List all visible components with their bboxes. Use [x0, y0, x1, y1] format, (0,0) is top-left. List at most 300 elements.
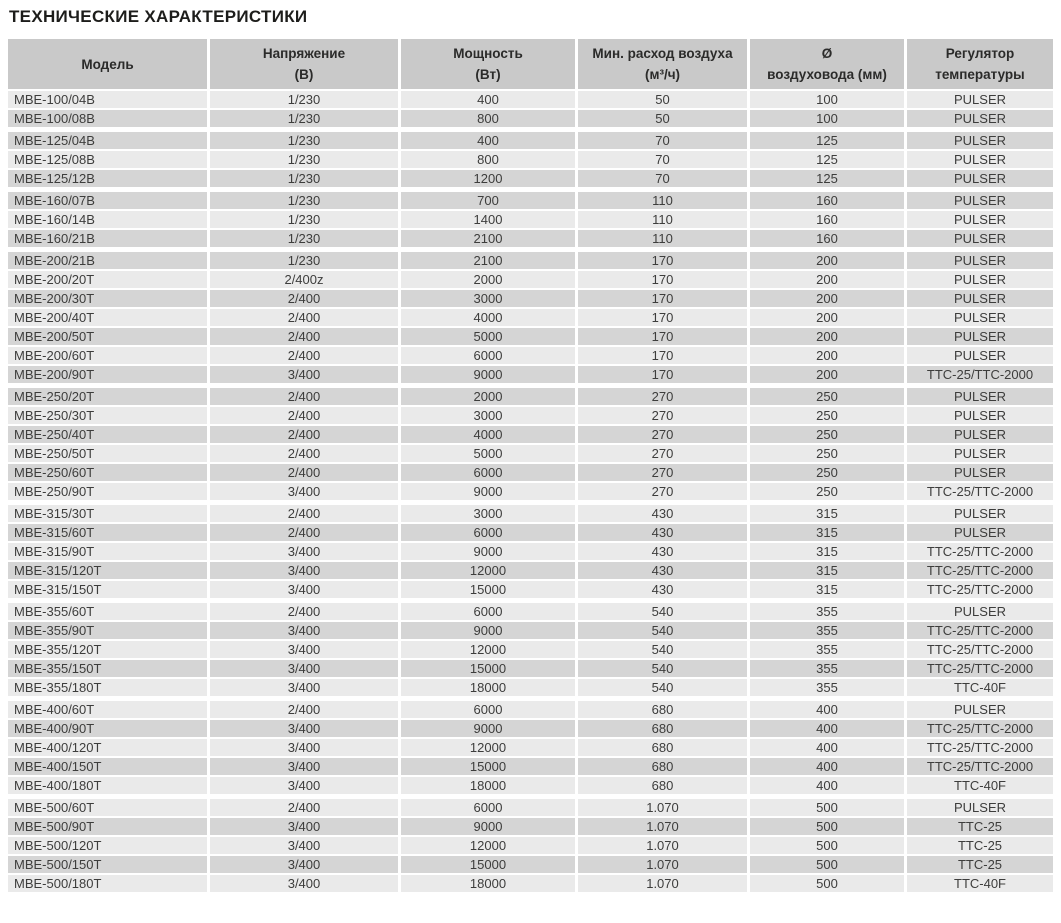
cell-voltage: 1/230 — [210, 192, 398, 209]
table-row — [8, 309, 1053, 326]
cell-power: 12000 — [401, 739, 575, 756]
cell-voltage: 1/230 — [210, 91, 398, 108]
cell-power: 6000 — [401, 524, 575, 541]
cell-diameter: 500 — [750, 818, 904, 835]
cell-diameter: 250 — [750, 426, 904, 443]
cell-airflow: 170 — [578, 347, 747, 364]
cell-model: MBE-400/90T — [8, 720, 207, 737]
cell-voltage: 2/400 — [210, 407, 398, 424]
table-row — [8, 837, 1053, 854]
cell-diameter: 315 — [750, 505, 904, 522]
cell-voltage: 2/400 — [210, 388, 398, 405]
cell-voltage: 1/230 — [210, 151, 398, 168]
cell-airflow: 70 — [578, 151, 747, 168]
cell-airflow: 1.070 — [578, 875, 747, 892]
table-row — [8, 170, 1053, 187]
cell-diameter: 250 — [750, 388, 904, 405]
cell-voltage: 3/400 — [210, 856, 398, 873]
table-row — [8, 660, 1053, 677]
cell-model: MBE-315/90T — [8, 543, 207, 560]
series-group-mbe-160 — [8, 192, 1053, 247]
cell-voltage: 2/400 — [210, 701, 398, 718]
cell-regulator: TTC-25/TTC-2000 — [907, 622, 1053, 639]
table-row — [8, 739, 1053, 756]
table-row — [8, 110, 1053, 127]
cell-model: MBE-160/21B — [8, 230, 207, 247]
cell-power: 9000 — [401, 622, 575, 639]
cell-regulator: PULSER — [907, 192, 1053, 209]
cell-model: MBE-400/60T — [8, 701, 207, 718]
cell-diameter: 200 — [750, 309, 904, 326]
cell-model: MBE-400/180T — [8, 777, 207, 794]
cell-model: MBE-500/180T — [8, 875, 207, 892]
cell-voltage: 3/400 — [210, 739, 398, 756]
cell-model: MBE-200/21B — [8, 252, 207, 269]
cell-diameter: 125 — [750, 132, 904, 149]
cell-voltage: 3/400 — [210, 875, 398, 892]
cell-airflow: 270 — [578, 483, 747, 500]
cell-airflow: 540 — [578, 603, 747, 620]
cell-regulator: TTC-25/TTC-2000 — [907, 581, 1053, 598]
cell-regulator: TTC-25/TTC-2000 — [907, 641, 1053, 658]
cell-regulator: TTC-40F — [907, 777, 1053, 794]
cell-voltage: 2/400 — [210, 309, 398, 326]
series-group-mbe-100 — [8, 91, 1053, 127]
cell-diameter: 400 — [750, 720, 904, 737]
cell-diameter: 200 — [750, 271, 904, 288]
cell-airflow: 1.070 — [578, 818, 747, 835]
cell-power: 800 — [401, 151, 575, 168]
cell-regulator: PULSER — [907, 505, 1053, 522]
cell-regulator: PULSER — [907, 151, 1053, 168]
cell-model: MBE-200/30T — [8, 290, 207, 307]
cell-power: 400 — [401, 132, 575, 149]
cell-airflow: 430 — [578, 543, 747, 560]
cell-diameter: 355 — [750, 641, 904, 658]
table-row — [8, 581, 1053, 598]
cell-regulator: TTC-25/TTC-2000 — [907, 483, 1053, 500]
cell-regulator: TTC-40F — [907, 875, 1053, 892]
cell-diameter: 250 — [750, 445, 904, 462]
cell-model: MBE-160/07B — [8, 192, 207, 209]
cell-regulator: PULSER — [907, 132, 1053, 149]
cell-voltage: 2/400 — [210, 426, 398, 443]
table-row — [8, 524, 1053, 541]
table-row — [8, 777, 1053, 794]
cell-regulator: PULSER — [907, 347, 1053, 364]
cell-diameter: 315 — [750, 581, 904, 598]
cell-voltage: 2/400 — [210, 290, 398, 307]
cell-diameter: 400 — [750, 777, 904, 794]
cell-power: 18000 — [401, 777, 575, 794]
cell-model: MBE-200/60T — [8, 347, 207, 364]
cell-power: 1400 — [401, 211, 575, 228]
cell-power: 700 — [401, 192, 575, 209]
cell-diameter: 400 — [750, 701, 904, 718]
cell-model: MBE-250/30T — [8, 407, 207, 424]
cell-regulator: TTC-25/TTC-2000 — [907, 739, 1053, 756]
cell-model: MBE-315/120T — [8, 562, 207, 579]
table-row — [8, 483, 1053, 500]
cell-diameter: 315 — [750, 524, 904, 541]
column-header-voltage — [210, 39, 398, 89]
cell-voltage: 3/400 — [210, 543, 398, 560]
cell-power: 4000 — [401, 426, 575, 443]
cell-voltage: 3/400 — [210, 581, 398, 598]
cell-model: MBE-400/120T — [8, 739, 207, 756]
cell-model: MBE-250/20T — [8, 388, 207, 405]
cell-diameter: 125 — [750, 151, 904, 168]
table-row — [8, 758, 1053, 775]
table-row — [8, 132, 1053, 149]
cell-model: MBE-100/08B — [8, 110, 207, 127]
cell-regulator: PULSER — [907, 407, 1053, 424]
cell-voltage: 2/400 — [210, 464, 398, 481]
column-header-line: Мощность — [453, 46, 523, 61]
cell-airflow: 170 — [578, 271, 747, 288]
cell-airflow: 540 — [578, 660, 747, 677]
cell-power: 400 — [401, 91, 575, 108]
cell-model: MBE-125/12B — [8, 170, 207, 187]
cell-diameter: 355 — [750, 679, 904, 696]
cell-power: 18000 — [401, 679, 575, 696]
cell-power: 5000 — [401, 328, 575, 345]
cell-diameter: 355 — [750, 622, 904, 639]
cell-airflow: 430 — [578, 505, 747, 522]
cell-model: MBE-500/150T — [8, 856, 207, 873]
cell-power: 3000 — [401, 407, 575, 424]
table-row — [8, 856, 1053, 873]
cell-voltage: 3/400 — [210, 562, 398, 579]
cell-model: MBE-500/60T — [8, 799, 207, 816]
cell-voltage: 3/400 — [210, 679, 398, 696]
cell-model: MBE-355/90T — [8, 622, 207, 639]
cell-power: 6000 — [401, 603, 575, 620]
table-row — [8, 271, 1053, 288]
cell-airflow: 170 — [578, 328, 747, 345]
cell-power: 6000 — [401, 347, 575, 364]
cell-airflow: 680 — [578, 739, 747, 756]
cell-airflow: 270 — [578, 426, 747, 443]
cell-diameter: 250 — [750, 407, 904, 424]
cell-power: 12000 — [401, 837, 575, 854]
cell-airflow: 110 — [578, 192, 747, 209]
column-header-model — [8, 39, 207, 89]
table-row — [8, 505, 1053, 522]
cell-voltage: 3/400 — [210, 660, 398, 677]
series-group-mbe-125 — [8, 132, 1053, 187]
cell-power: 2000 — [401, 388, 575, 405]
cell-model: MBE-355/150T — [8, 660, 207, 677]
cell-diameter: 500 — [750, 837, 904, 854]
cell-power: 3000 — [401, 505, 575, 522]
cell-model: MBE-200/50T — [8, 328, 207, 345]
cell-airflow: 50 — [578, 91, 747, 108]
cell-regulator: PULSER — [907, 309, 1053, 326]
cell-diameter: 500 — [750, 799, 904, 816]
table-row — [8, 91, 1053, 108]
cell-regulator: TTC-25/TTC-2000 — [907, 366, 1053, 383]
cell-regulator: PULSER — [907, 799, 1053, 816]
cell-airflow: 270 — [578, 464, 747, 481]
cell-diameter: 315 — [750, 543, 904, 560]
cell-airflow: 680 — [578, 777, 747, 794]
column-header-line: Модель — [81, 56, 134, 72]
cell-airflow: 680 — [578, 701, 747, 718]
table-row — [8, 426, 1053, 443]
cell-diameter: 355 — [750, 660, 904, 677]
cell-diameter: 200 — [750, 328, 904, 345]
cell-voltage: 3/400 — [210, 758, 398, 775]
table-row — [8, 701, 1053, 718]
cell-airflow: 50 — [578, 110, 747, 127]
cell-voltage: 1/230 — [210, 132, 398, 149]
table-header-row — [8, 39, 1053, 89]
table-row — [8, 818, 1053, 835]
cell-diameter: 355 — [750, 603, 904, 620]
cell-regulator: TTC-25/TTC-2000 — [907, 720, 1053, 737]
cell-regulator: PULSER — [907, 230, 1053, 247]
cell-power: 12000 — [401, 641, 575, 658]
cell-airflow: 70 — [578, 170, 747, 187]
cell-model: MBE-160/14B — [8, 211, 207, 228]
table-row — [8, 388, 1053, 405]
cell-power: 2100 — [401, 230, 575, 247]
column-header-line: (м³/ч) — [644, 67, 681, 82]
table-row — [8, 799, 1053, 816]
cell-airflow: 110 — [578, 211, 747, 228]
table-row — [8, 875, 1053, 892]
cell-model: MBE-200/90T — [8, 366, 207, 383]
cell-diameter: 160 — [750, 211, 904, 228]
cell-power: 18000 — [401, 875, 575, 892]
cell-voltage: 3/400 — [210, 818, 398, 835]
series-group-mbe-500 — [8, 799, 1053, 892]
cell-model: MBE-250/40T — [8, 426, 207, 443]
table-row — [8, 407, 1053, 424]
cell-model: MBE-315/60T — [8, 524, 207, 541]
column-header-airflow — [578, 39, 747, 89]
cell-diameter: 200 — [750, 366, 904, 383]
cell-power: 4000 — [401, 309, 575, 326]
column-header-line: Мин. расход воздуха — [592, 46, 733, 61]
cell-voltage: 2/400 — [210, 603, 398, 620]
series-group-mbe-400 — [8, 701, 1053, 794]
cell-regulator: PULSER — [907, 701, 1053, 718]
table-row — [8, 151, 1053, 168]
column-header-line: воздуховода (мм) — [767, 67, 887, 82]
cell-voltage: 2/400 — [210, 799, 398, 816]
table-row — [8, 211, 1053, 228]
column-header-line: Напряжение — [262, 46, 346, 61]
cell-power: 6000 — [401, 701, 575, 718]
cell-voltage: 3/400 — [210, 622, 398, 639]
cell-power: 3000 — [401, 290, 575, 307]
cell-airflow: 170 — [578, 309, 747, 326]
cell-regulator: PULSER — [907, 91, 1053, 108]
cell-voltage: 3/400 — [210, 641, 398, 658]
cell-diameter: 160 — [750, 192, 904, 209]
cell-regulator: PULSER — [907, 426, 1053, 443]
cell-diameter: 500 — [750, 856, 904, 873]
table-row — [8, 328, 1053, 345]
cell-regulator: PULSER — [907, 464, 1053, 481]
cell-regulator: PULSER — [907, 110, 1053, 127]
cell-regulator: TTC-25 — [907, 856, 1053, 873]
cell-power: 15000 — [401, 758, 575, 775]
cell-regulator: PULSER — [907, 603, 1053, 620]
cell-regulator: TTC-40F — [907, 679, 1053, 696]
cell-regulator: PULSER — [907, 252, 1053, 269]
cell-airflow: 540 — [578, 622, 747, 639]
cell-regulator: PULSER — [907, 290, 1053, 307]
cell-airflow: 70 — [578, 132, 747, 149]
cell-diameter: 400 — [750, 758, 904, 775]
cell-power: 5000 — [401, 445, 575, 462]
table-body — [8, 91, 1053, 892]
cell-power: 800 — [401, 110, 575, 127]
column-header-line: температуры — [935, 67, 1025, 82]
cell-diameter: 200 — [750, 290, 904, 307]
cell-airflow: 170 — [578, 290, 747, 307]
table-row — [8, 603, 1053, 620]
cell-voltage: 2/400 — [210, 445, 398, 462]
series-group-mbe-315 — [8, 505, 1053, 598]
cell-model: MBE-250/90T — [8, 483, 207, 500]
cell-airflow: 540 — [578, 679, 747, 696]
cell-airflow: 680 — [578, 720, 747, 737]
cell-model: MBE-125/08B — [8, 151, 207, 168]
cell-diameter: 160 — [750, 230, 904, 247]
cell-power: 9000 — [401, 543, 575, 560]
cell-diameter: 500 — [750, 875, 904, 892]
cell-diameter: 400 — [750, 739, 904, 756]
cell-regulator: TTC-25 — [907, 837, 1053, 854]
cell-model: MBE-250/60T — [8, 464, 207, 481]
cell-power: 15000 — [401, 856, 575, 873]
cell-airflow: 540 — [578, 641, 747, 658]
cell-airflow: 110 — [578, 230, 747, 247]
cell-airflow: 170 — [578, 366, 747, 383]
cell-airflow: 430 — [578, 581, 747, 598]
column-header-regulator — [907, 39, 1053, 89]
cell-diameter: 200 — [750, 252, 904, 269]
cell-regulator: PULSER — [907, 388, 1053, 405]
column-header-line: (В) — [294, 67, 314, 82]
cell-regulator: TTC-25/TTC-2000 — [907, 660, 1053, 677]
cell-voltage: 3/400 — [210, 483, 398, 500]
series-group-mbe-355 — [8, 603, 1053, 696]
cell-power: 15000 — [401, 581, 575, 598]
cell-regulator: TTC-25/TTC-2000 — [907, 543, 1053, 560]
cell-power: 9000 — [401, 483, 575, 500]
cell-regulator: PULSER — [907, 445, 1053, 462]
cell-regulator: TTC-25/TTC-2000 — [907, 562, 1053, 579]
cell-diameter: 125 — [750, 170, 904, 187]
column-header-power — [401, 39, 575, 89]
cell-diameter: 250 — [750, 464, 904, 481]
cell-airflow: 1.070 — [578, 837, 747, 854]
table-row — [8, 543, 1053, 560]
cell-model: MBE-500/90T — [8, 818, 207, 835]
cell-voltage: 1/230 — [210, 170, 398, 187]
cell-voltage: 1/230 — [210, 252, 398, 269]
cell-power: 15000 — [401, 660, 575, 677]
cell-model: MBE-315/150T — [8, 581, 207, 598]
cell-model: MBE-200/20T — [8, 271, 207, 288]
cell-model: MBE-200/40T — [8, 309, 207, 326]
cell-model: MBE-125/04B — [8, 132, 207, 149]
cell-model: MBE-355/180T — [8, 679, 207, 696]
cell-voltage: 3/400 — [210, 777, 398, 794]
cell-voltage: 3/400 — [210, 366, 398, 383]
cell-airflow: 170 — [578, 252, 747, 269]
table-row — [8, 192, 1053, 209]
cell-voltage: 2/400z — [210, 271, 398, 288]
cell-regulator: PULSER — [907, 170, 1053, 187]
series-group-mbe-250 — [8, 388, 1053, 500]
cell-power: 9000 — [401, 818, 575, 835]
cell-voltage: 1/230 — [210, 110, 398, 127]
table-row — [8, 562, 1053, 579]
cell-regulator: TTC-25/TTC-2000 — [907, 758, 1053, 775]
cell-voltage: 2/400 — [210, 347, 398, 364]
table-row — [8, 366, 1053, 383]
cell-voltage: 1/230 — [210, 230, 398, 247]
cell-model: MBE-250/50T — [8, 445, 207, 462]
cell-airflow: 1.070 — [578, 856, 747, 873]
cell-diameter: 250 — [750, 483, 904, 500]
cell-model: MBE-315/30T — [8, 505, 207, 522]
cell-airflow: 1.070 — [578, 799, 747, 816]
cell-power: 1200 — [401, 170, 575, 187]
series-group-mbe-200 — [8, 252, 1053, 383]
cell-model: MBE-100/04B — [8, 91, 207, 108]
cell-voltage: 2/400 — [210, 505, 398, 522]
cell-power: 6000 — [401, 464, 575, 481]
table-row — [8, 641, 1053, 658]
cell-airflow: 430 — [578, 562, 747, 579]
table-row — [8, 230, 1053, 247]
cell-diameter: 315 — [750, 562, 904, 579]
cell-power: 9000 — [401, 720, 575, 737]
technical-specs-table — [8, 39, 1053, 892]
table-row — [8, 622, 1053, 639]
column-header-line: Регулятор — [945, 46, 1015, 61]
cell-power: 2100 — [401, 252, 575, 269]
cell-regulator: PULSER — [907, 211, 1053, 228]
cell-diameter: 200 — [750, 347, 904, 364]
cell-regulator: PULSER — [907, 271, 1053, 288]
cell-voltage: 2/400 — [210, 328, 398, 345]
cell-power: 6000 — [401, 799, 575, 816]
cell-power: 2000 — [401, 271, 575, 288]
cell-regulator: PULSER — [907, 524, 1053, 541]
table-row — [8, 464, 1053, 481]
cell-voltage: 3/400 — [210, 720, 398, 737]
table-row — [8, 252, 1053, 269]
cell-diameter: 100 — [750, 91, 904, 108]
column-header-line: Ø — [821, 46, 833, 61]
cell-power: 12000 — [401, 562, 575, 579]
cell-regulator: PULSER — [907, 328, 1053, 345]
cell-model: MBE-355/120T — [8, 641, 207, 658]
column-header-diameter — [750, 39, 904, 89]
cell-airflow: 270 — [578, 388, 747, 405]
cell-model: MBE-355/60T — [8, 603, 207, 620]
table-row — [8, 445, 1053, 462]
table-row — [8, 679, 1053, 696]
